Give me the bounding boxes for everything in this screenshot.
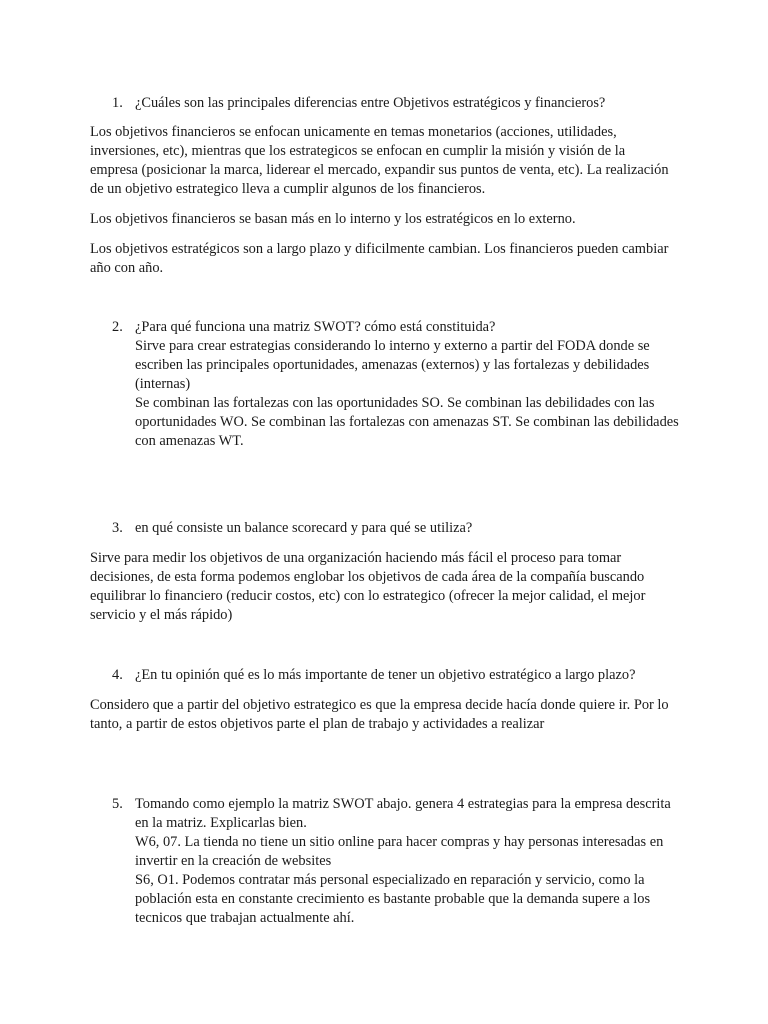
answer-paragraph: W6, 07. La tienda no tiene un sitio online para hacer compras y hay personas interesadas en invertir en la creación de websites (135, 834, 664, 869)
answer-paragraph: Sirve para medir los objetivos de una organización haciendo más fácil el proceso para tomar decisiones, de esta forma podemos englobar los objetivos de cada área de la compañía buscando equilibrar lo financiero (reducir costos, etc) con lo estrategico (ofrecer la mejor calidad, el mejor servicio y el más rápido) (90, 550, 646, 623)
answer-paragraph: Considero que a partir del objetivo estrategico es que la empresa decide hacía donde quiere ir. Por lo tanto, a partir de estos objetivos parte el plan de trabajo y actividades a realizar (90, 697, 669, 732)
question-number: 2. (112, 319, 123, 335)
question-number: 5. (112, 796, 123, 812)
answer-paragraph: Se combinan las fortalezas con las oportunidades SO. Se combinan las debilidades con las oportunidades WO. Se combinan las fortalezas con amenazas ST. Se combinan las debilidades con amenazas WT. (135, 395, 679, 449)
question-number: 1. (112, 95, 123, 111)
question-number: 4. (112, 667, 123, 683)
question-text: ¿En tu opinión qué es lo más importante de tener un objetivo estratégico a largo plazo? (135, 667, 636, 683)
question-4 (90, 666, 690, 685)
question-1 (90, 94, 690, 113)
answer-paragraph: Los objetivos estratégicos son a largo plazo y dificilmente cambian. Los financieros pueden cambiar año con año. (90, 241, 669, 276)
question-text: ¿Para qué funciona una matriz SWOT? cómo está constituida? (135, 319, 496, 335)
question-2 (90, 318, 690, 451)
question-text: Tomando como ejemplo la matriz SWOT abajo. genera 4 estrategias para la empresa descrita en la matriz. Explicarlas bien. (135, 796, 671, 831)
question-number: 3. (112, 520, 123, 536)
question-5 (90, 795, 690, 928)
answer-paragraph: Los objetivos financieros se enfocan unicamente en temas monetarios (acciones, utilidades, inversiones, etc), mientras que los estrategicos se enfocan en cumplir la misión y visión de la empresa (posicionar la marca, liderear el mercado, expandir sus puntos de venta, etc). La realización de un objetivo estrategico lleva a cumplir algunos de los financieros. (90, 124, 669, 197)
answer-paragraph: Los objetivos financieros se basan más en lo interno y los estratégicos en lo externo. (90, 211, 576, 227)
answer-paragraph: Sirve para crear estrategias considerando lo interno y externo a partir del FODA donde se escriben las principales oportunidades, amenazas (externos) y las fortalezas y debilidades (internas) (135, 338, 650, 392)
question-text: ¿Cuáles son las principales diferencias entre Objetivos estratégicos y financieros? (135, 95, 606, 111)
answer-paragraph: S6, O1. Podemos contratar más personal especializado en reparación y servicio, como la población esta en constante crecimiento es bastante probable que la demanda supere a los tecnicos que trabajan actualmente ahí. (135, 872, 651, 926)
question-text: en qué consiste un balance scorecard y para qué se utiliza? (135, 520, 473, 536)
question-3 (90, 519, 690, 538)
